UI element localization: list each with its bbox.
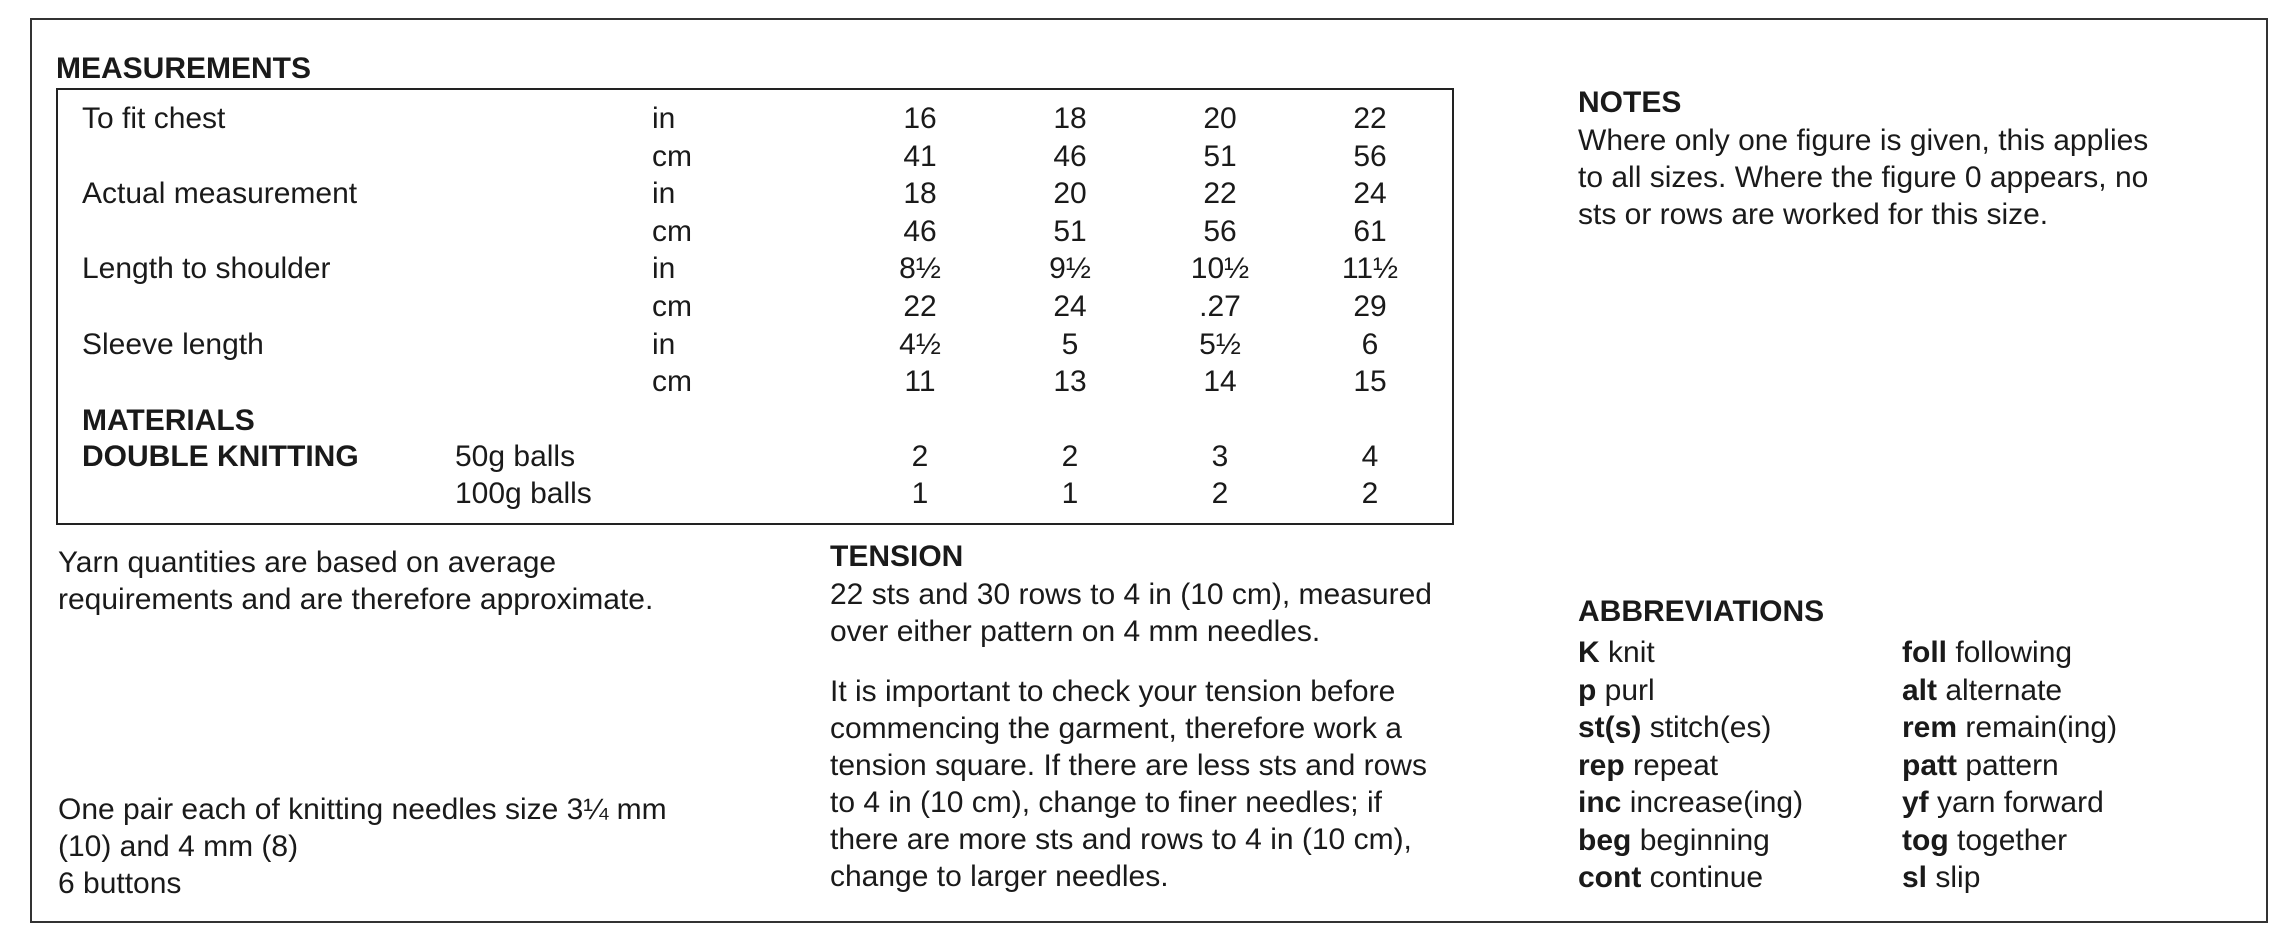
abbreviation-term: beg [1578, 823, 1632, 857]
abbreviation-term: patt [1902, 748, 1957, 782]
tension-advice-line: commencing the garment, therefore work a [830, 712, 1402, 745]
notes-line: sts or rows are worked for this size. [1578, 198, 2049, 231]
abbreviation-term: yf [1902, 786, 1929, 819]
abbreviation-meaning: yarn forward [1937, 786, 2104, 819]
abbreviation-meaning: continue [1649, 861, 1764, 894]
measurement-unit: cm [652, 139, 692, 173]
abbreviation-entry [1578, 822, 1803, 860]
materials-ball-label: 100g balls [455, 477, 592, 510]
abbreviation-entry [1902, 672, 2117, 710]
measurement-value: 15 [1353, 365, 1387, 399]
tension-advice-line: It is important to check your tension before [830, 675, 1396, 708]
tension-heading: TENSION [830, 540, 964, 573]
measurement-unit: in [652, 102, 676, 135]
abbreviation-entry [1578, 634, 1803, 672]
measurement-value: 46 [903, 214, 937, 248]
abbreviation-entry [1578, 859, 1803, 897]
measurement-value: 61 [1353, 214, 1387, 248]
measurement-value: .27 [1199, 290, 1241, 323]
materials-value: 2 [911, 440, 929, 473]
buttons-line: 6 buttons [58, 867, 182, 900]
abbreviation-entry [1578, 747, 1803, 785]
abbreviation-meaning: knit [1608, 636, 1655, 669]
abbreviations-right-column [1902, 634, 2117, 897]
yarn-heading: DOUBLE KNITTING [82, 440, 359, 473]
measurement-unit: cm [652, 214, 692, 248]
yarn-note-line: requirements and are therefore approximate. [58, 583, 654, 616]
measurement-value: 14 [1203, 365, 1237, 399]
measurement-value: 11½ [1341, 252, 1399, 286]
abbreviations-left-column [1578, 634, 1803, 897]
measurements-heading: MEASUREMENTS [56, 52, 312, 85]
measurement-value: 46 [1053, 139, 1087, 173]
abbreviation-meaning: repeat [1633, 748, 1719, 782]
abbreviation-entry [1578, 672, 1803, 710]
abbreviation-meaning: stitch(es) [1649, 711, 1772, 744]
measurement-value: 16 [903, 102, 937, 135]
abbreviation-meaning: together [1956, 823, 2068, 857]
measurement-value: 10½ [1190, 252, 1250, 286]
abbreviation-meaning: following [1955, 636, 2073, 669]
abbreviation-entry [1902, 709, 2117, 747]
measurement-value: 20 [1053, 177, 1087, 211]
materials-value: 2 [1061, 440, 1079, 473]
abbreviation-term: foll [1902, 636, 1947, 669]
abbreviation-meaning: purl [1604, 673, 1655, 707]
measurement-value: 22 [903, 290, 937, 323]
measurement-value: 24 [1353, 177, 1387, 211]
abbreviation-entry [1902, 859, 2117, 897]
measurement-value: 20 [1203, 102, 1237, 135]
measurement-value: 51 [1053, 214, 1087, 248]
notes-line: to all sizes. Where the figure 0 appears, no [1578, 161, 2149, 194]
abbreviation-meaning: remain(ing) [1965, 711, 2118, 744]
materials-value: 2 [1211, 477, 1229, 510]
abbreviation-term: alt [1902, 673, 1938, 707]
yarn-note [58, 544, 653, 618]
abbreviation-meaning: pattern [1965, 748, 2059, 782]
measurement-unit: in [652, 327, 676, 361]
yarn-note-line: Yarn quantities are based on average [58, 546, 557, 579]
measurement-unit: in [652, 177, 676, 211]
abbreviation-term: K [1578, 636, 1600, 669]
needles-info [58, 791, 667, 902]
abbreviation-term: st(s) [1578, 711, 1642, 744]
measurement-value: 56 [1203, 214, 1237, 248]
materials-heading: MATERIALS [82, 404, 255, 437]
needles-line: One pair each of knitting needles size 3¼ mm [58, 793, 667, 826]
measurement-value: 51 [1203, 139, 1237, 173]
materials-value: 4 [1361, 440, 1379, 473]
abbreviation-entry [1578, 784, 1803, 822]
abbreviation-term: p [1578, 673, 1597, 707]
tension-advice [830, 673, 1427, 895]
measurement-unit: in [652, 252, 676, 286]
measurement-value: 5 [1061, 327, 1079, 361]
tension-measure [830, 576, 1432, 650]
measurement-value: 11 [904, 365, 936, 399]
measurement-value: 24 [1053, 290, 1087, 323]
tension-line: 22 sts and 30 rows to 4 in (10 cm), measured [830, 578, 1432, 611]
abbreviation-term: rem [1902, 711, 1958, 744]
abbreviation-entry [1902, 747, 2117, 785]
materials-value: 3 [1211, 440, 1229, 473]
measurement-value: 18 [903, 177, 937, 211]
measurement-value: 22 [1353, 102, 1387, 135]
measurement-value: 9½ [1049, 252, 1091, 286]
measurement-value: 4½ [899, 327, 941, 361]
measurement-unit: cm [652, 290, 692, 323]
measurement-value: 29 [1353, 290, 1387, 323]
abbreviation-entry [1578, 709, 1803, 747]
materials-value: 1 [1061, 477, 1079, 510]
needles-line: (10) and 4 mm (8) [58, 830, 299, 863]
abbreviation-term: rep [1578, 748, 1625, 782]
measurement-value: 18 [1053, 102, 1087, 135]
measurement-label: To fit chest [82, 102, 226, 135]
tension-advice-line: to 4 in (10 cm), change to finer needles; if [830, 786, 1382, 819]
abbreviation-entry [1902, 784, 2117, 822]
measurement-value: 41 [903, 139, 937, 173]
abbreviation-entry [1902, 634, 2117, 672]
measurement-value: 13 [1053, 365, 1087, 399]
abbreviation-term: cont [1578, 861, 1642, 894]
abbreviation-meaning: beginning [1639, 823, 1770, 857]
measurement-value: 8½ [899, 252, 941, 286]
abbreviation-term: sl [1902, 861, 1928, 894]
measurement-value: 5½ [1199, 327, 1241, 361]
measurement-label: Actual measurement [82, 177, 358, 211]
tension-advice-line: tension square. If there are less sts and rows [830, 749, 1427, 782]
tension-advice-line: there are more sts and rows to 4 in (10 cm), [830, 823, 1412, 856]
materials-value: 1 [911, 477, 929, 510]
notes-line: Where only one figure is given, this applies [1578, 124, 2149, 157]
tension-line: over either pattern on 4 mm needles. [830, 615, 1321, 648]
materials-value: 2 [1361, 477, 1379, 510]
measurement-label: Sleeve length [82, 327, 264, 361]
measurement-value: 56 [1353, 139, 1387, 173]
measurement-value: 6 [1361, 327, 1379, 361]
abbreviation-meaning: increase(ing) [1629, 786, 1804, 819]
measurement-unit: cm [652, 365, 692, 399]
materials-ball-label: 50g balls [455, 440, 576, 473]
notes-heading: NOTES [1578, 86, 1682, 119]
abbreviation-meaning: alternate [1945, 673, 2063, 707]
measurement-label: Length to shoulder [82, 252, 331, 286]
abbreviation-term: inc [1578, 786, 1622, 819]
notes-text [1578, 122, 2148, 233]
abbreviation-term: tog [1902, 823, 1949, 857]
abbreviation-meaning: slip [1935, 861, 1981, 894]
abbreviations-heading: ABBREVIATIONS [1578, 595, 1825, 628]
measurement-value: 22 [1203, 177, 1237, 211]
tension-advice-line: change to larger needles. [830, 860, 1169, 893]
abbreviation-entry [1902, 822, 2117, 860]
